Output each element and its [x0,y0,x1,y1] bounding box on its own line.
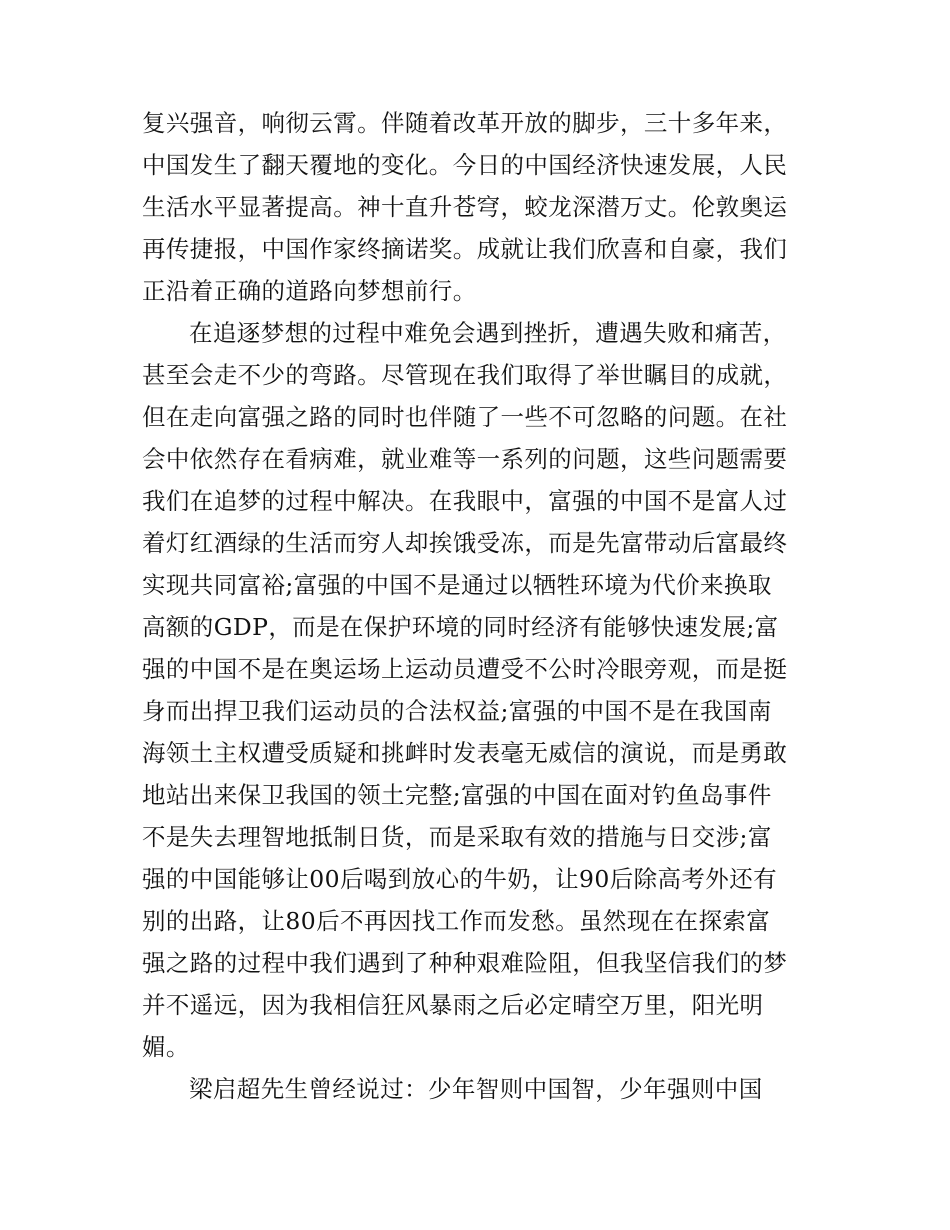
text-line: 媚。 [142,1033,190,1061]
text-line: 并不遥远，因为我相信狂风暴雨之后必定晴空万里，阳光明 [142,991,764,1019]
text-line: 身而出捍卫我们运动员的合法权益;富强的中国不是在我国南 [142,697,772,725]
text-line: 实现共同富裕;富强的中国不是通过以牺牲环境为代价来换取 [142,571,772,599]
text-line: 甚至会走不少的弯路。尽管现在我们取得了举世瞩目的成就， [142,361,788,389]
text-line: 会中依然存在看病难，就业难等一系列的问题，这些问题需要 [142,445,788,473]
text-line: 强的中国能够让00后喝到放心的牛奶，让90后除高考外还有 [142,865,778,893]
text-line: 正沿着正确的道路向梦想前行。 [142,277,477,305]
text-line: 不是失去理智地抵制日货，而是采取有效的措施与日交涉;富 [142,823,772,851]
text-line: 梁启超先生曾经说过：少年智则中国智，少年强则中国 [189,1075,763,1103]
text-line: 强的中国不是在奥运场上运动员遭受不公时冷眼旁观，而是挺 [142,655,788,683]
text-line: 复兴强音，响彻云霄。伴随着改革开放的脚步，三十多年来， [142,109,788,137]
text-line: 生活水平显著提高。神十直升苍穹，蛟龙深潜万丈。伦敦奥运 [142,193,788,221]
paragraph [142,312,822,1068]
text-line: 海领土主权遭受质疑和挑衅时发表毫无威信的演说，而是勇敢 [142,739,788,767]
text-line: 我们在追梦的过程中解决。在我眼中，富强的中国不是富人过 [142,487,788,515]
paragraph [142,1068,822,1110]
text-line: 着灯红酒绿的生活而穷人却挨饿受冻，而是先富带动后富最终 [142,529,788,557]
text-line: 别的出路，让80后不再因找工作而发愁。虽然现在在探索富 [142,907,771,935]
paragraph [142,102,822,312]
text-line: 中国发生了翻天覆地的变化。今日的中国经济快速发展，人民 [142,151,788,179]
text-line: 地站出来保卫我国的领土完整;富强的中国在面对钓鱼岛事件 [142,781,772,809]
body-text [142,102,822,1110]
text-line: 强之路的过程中我们遇到了种种艰难险阻，但我坚信我们的梦 [142,949,788,977]
text-line: 但在走向富强之路的同时也伴随了一些不可忽略的问题。在社 [142,403,788,431]
text-line: 高额的GDP，而是在保护环境的同时经济有能够快速发展;富 [142,613,779,641]
text-line: 再传捷报，中国作家终摘诺奖。成就让我们欣喜和自豪，我们 [142,235,788,263]
text-line: 在追逐梦想的过程中难免会遇到挫折，遭遇失败和痛苦， [189,319,787,347]
